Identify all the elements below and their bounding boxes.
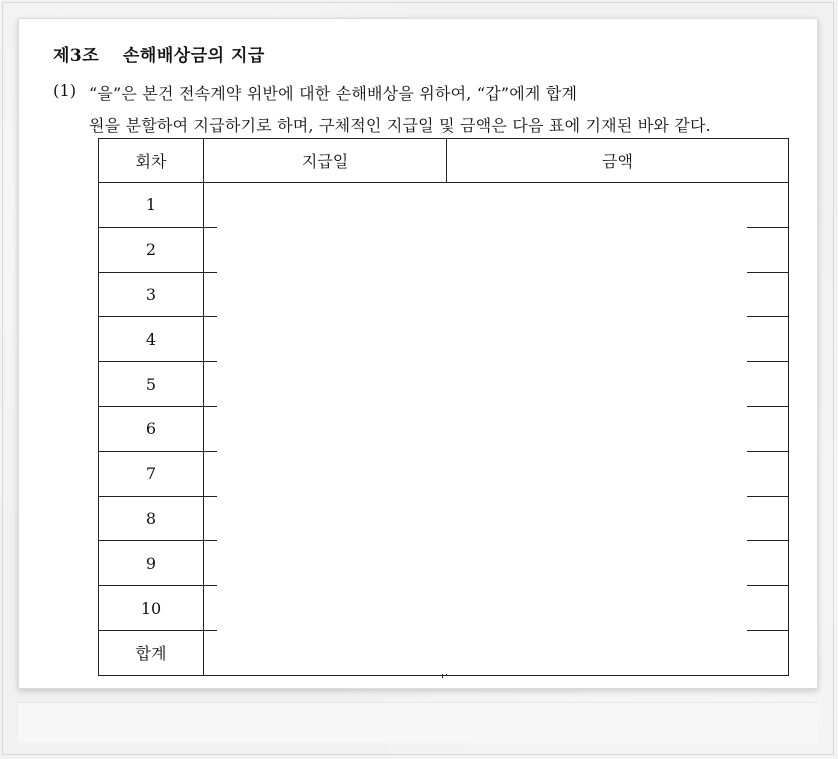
blank-table-body <box>217 183 747 674</box>
table-header-row <box>99 139 789 183</box>
installment-number: 8 <box>99 496 204 541</box>
installment-number: 4 <box>99 317 204 362</box>
article-heading <box>53 41 265 66</box>
article-title: 손해배상금의 지급 <box>123 46 265 66</box>
installment-number: 3 <box>99 272 204 317</box>
paragraph-line-2: 원을 분할하여 지급하기로 하며, 구체적인 지급일 및 금액은 다음 표에 기재된 바와 같다. <box>89 116 711 135</box>
paragraph-marker: (1) <box>53 81 77 100</box>
header-payment-date: 지급일 <box>204 139 447 183</box>
installment-number: 5 <box>99 362 204 407</box>
total-label: 합계 <box>99 630 204 675</box>
paragraph-line-1: “을”은 본건 전속계약 위반에 대한 손해배상을 위하여, “갑”에게 합계 <box>89 84 578 103</box>
header-installment: 회차 <box>99 139 204 183</box>
installment-number: 6 <box>99 406 204 451</box>
installment-number: 9 <box>99 541 204 586</box>
article-number: 제3조 <box>53 46 100 66</box>
bottom-strip <box>18 702 818 743</box>
installment-number: 7 <box>99 451 204 496</box>
installment-number: 1 <box>99 183 204 228</box>
installment-number: 2 <box>99 227 204 272</box>
column-divider-tick <box>442 674 443 678</box>
header-amount: 금액 <box>447 139 789 183</box>
installment-number: 10 <box>99 586 204 631</box>
document-page <box>18 18 818 689</box>
